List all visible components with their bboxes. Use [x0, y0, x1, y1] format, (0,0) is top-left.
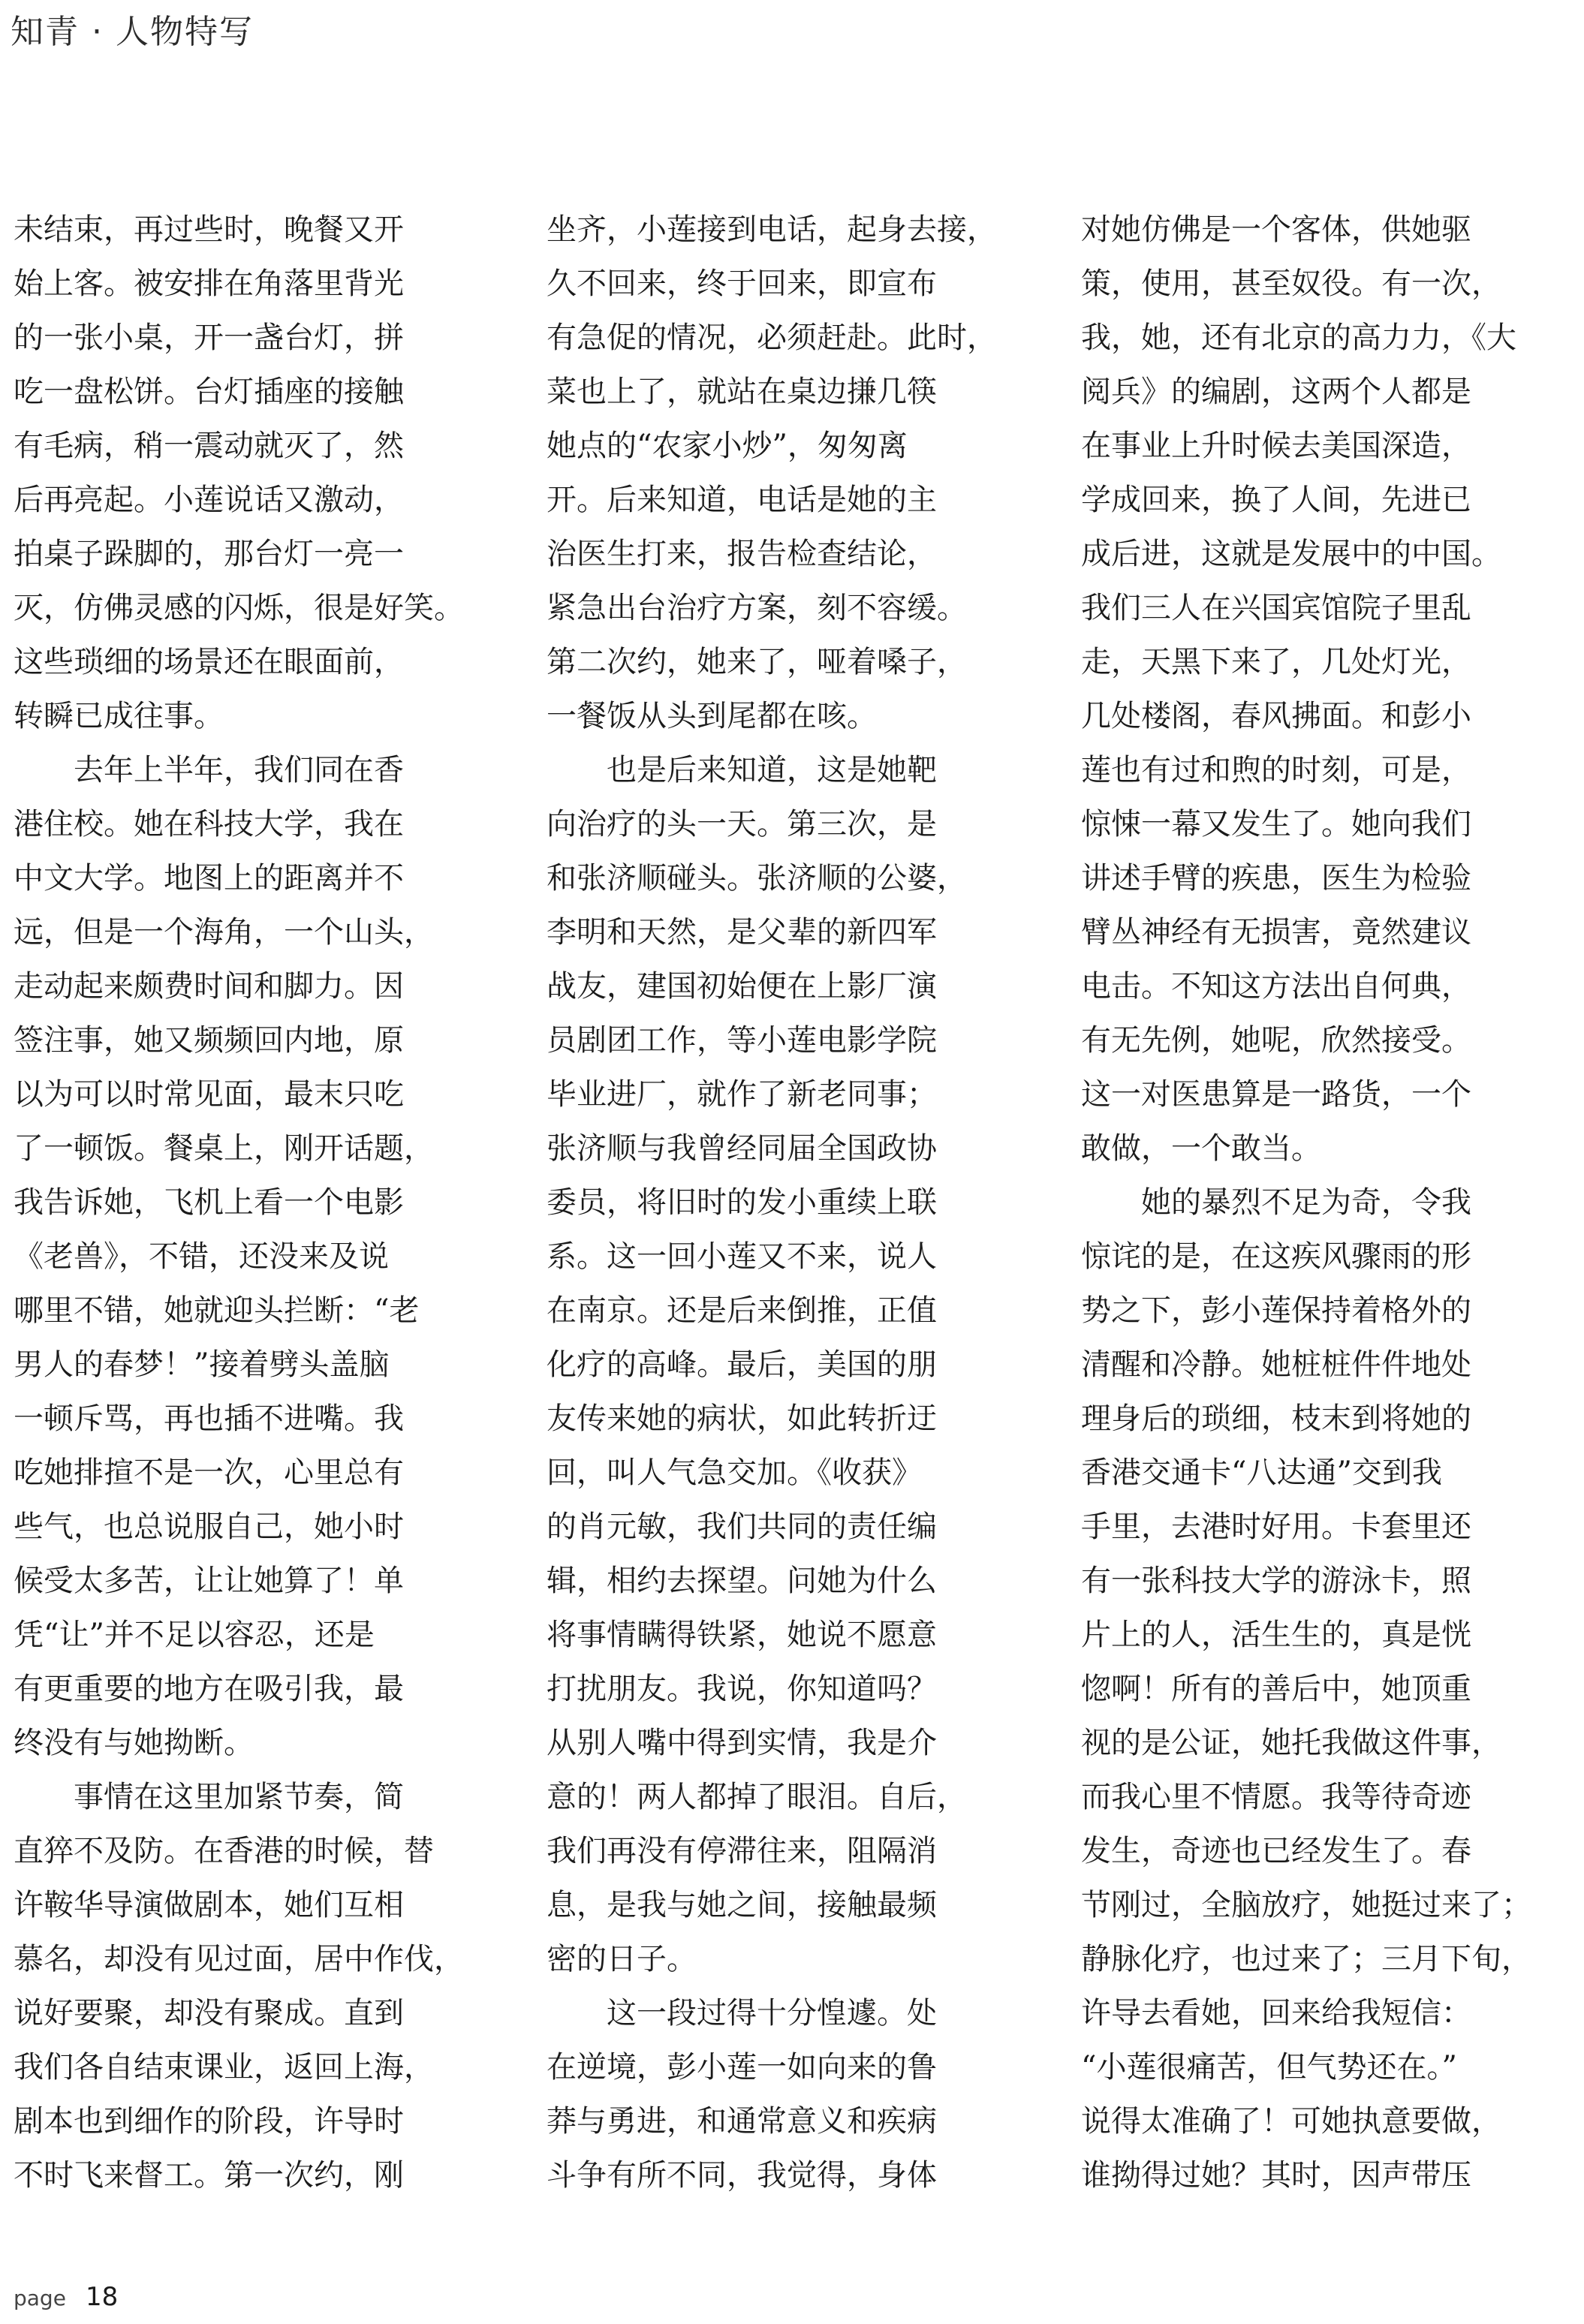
- text-line: 发生，奇迹也已经发生了。春: [1081, 1834, 1471, 1868]
- text-line: 也是后来知道，这是她靶: [547, 753, 937, 787]
- text-line: “小莲很痛苦，但气势还在。”: [1081, 2050, 1457, 2085]
- text-line: 有无先例，她呢，欣然接受。: [1081, 1023, 1471, 1058]
- text-line: 事情在这里加紧节奏，简: [14, 1780, 404, 1814]
- text-line: 说好要聚，却没有聚成。直到: [14, 1996, 404, 2030]
- text-line: 斗争有所不同，我觉得，身体: [547, 2158, 937, 2193]
- text-line: 了一顿饭。餐桌上，刚开话题，: [14, 1131, 434, 1166]
- text-line: 有毛病，稍一震动就灭了，然: [14, 429, 404, 463]
- text-line: 在逆境，彭小莲一如向来的鲁: [547, 2050, 937, 2085]
- text-line: 不时飞来督工。第一次约，刚: [14, 2158, 404, 2193]
- text-line: 这些琐细的场景还在眼面前，: [14, 645, 404, 679]
- text-line: 委员，将旧时的发小重续上联: [547, 1185, 937, 1220]
- text-line: 一餐饭从头到尾都在咳。: [547, 699, 877, 733]
- text-line: 终没有与她拗断。: [14, 1726, 254, 1760]
- text-line: 臂丛神经有无损害，竟然建议: [1081, 915, 1471, 950]
- text-line: 未结束，再过些时，晚餐又开: [14, 212, 404, 247]
- text-line: 她的暴烈不足为奇，令我: [1081, 1185, 1471, 1220]
- text-line: 吃她排揎不是一次，心里总有: [14, 1456, 404, 1490]
- text-line: 一顿斥骂，再也插不进嘴。我: [14, 1401, 404, 1436]
- text-line: 我告诉她，飞机上看一个电影: [14, 1185, 404, 1220]
- text-line: 静脉化疗，也过来了；三月下旬，: [1081, 1942, 1531, 1976]
- text-line: 而我心里不情愿。我等待奇迹: [1081, 1780, 1471, 1814]
- text-column-1: [14, 203, 500, 2202]
- text-line: 有一张科技大学的游泳卡，照: [1081, 1564, 1471, 1598]
- text-line: 哪里不错，她就迎头拦断：“老: [14, 1293, 420, 1328]
- text-line: 第二次约，她来了，哑着嗓子，: [547, 645, 967, 679]
- text-line: 菜也上了，就站在桌边搛几筷: [547, 375, 937, 409]
- text-line: 回，叫人气急交加。《收获》: [547, 1456, 922, 1490]
- page-number: 18: [85, 2282, 119, 2312]
- text-line: 将事情瞒得铁紧，她说不愿意: [547, 1618, 937, 1652]
- text-line: 惊诧的是，在这疾风骤雨的形: [1081, 1239, 1471, 1274]
- text-line: 有急促的情况，必须赶赴。此时，: [547, 321, 997, 355]
- text-line: 理身后的琐细，枝末到将她的: [1081, 1401, 1471, 1436]
- text-line: 员剧团工作，等小莲电影学院: [547, 1023, 937, 1058]
- text-line: 战友，建国初始便在上影厂演: [547, 969, 937, 1004]
- text-line: 惊悚一幕又发生了。她向我们: [1081, 807, 1471, 841]
- text-line: 惚啊！所有的善后中，她顶重: [1081, 1672, 1471, 1706]
- text-line: 些气，也总说服自己，她小时: [14, 1510, 404, 1544]
- text-line: 谁拗得过她？其时，因声带压: [1081, 2158, 1471, 2193]
- text-line: 这一段过得十分惶遽。处: [547, 1996, 937, 2030]
- text-line: 开。后来知道，电话是她的主: [547, 483, 937, 517]
- text-line: 系。这一回小莲又不来，说人: [547, 1239, 937, 1274]
- text-line: 友传来她的病状，如此转折迂: [547, 1401, 937, 1436]
- text-line: 港住校。她在科技大学，我在: [14, 807, 404, 841]
- text-line: 对她仿佛是一个客体，供她驱: [1081, 212, 1471, 247]
- text-line: 直猝不及防。在香港的时候，替: [14, 1834, 434, 1868]
- text-line: 向治疗的头一天。第三次，是: [547, 807, 937, 841]
- text-line: 许鞍华导演做剧本，她们互相: [14, 1888, 404, 1922]
- text-line: 辑，相约去探望。问她为什么: [547, 1564, 937, 1598]
- text-line: 莲也有过和煦的时刻，可是，: [1081, 753, 1471, 787]
- text-line: 化疗的高峰。最后，美国的朋: [547, 1347, 937, 1382]
- text-line: 视的是公证，她托我做这件事，: [1081, 1726, 1501, 1760]
- text-line: 成后进，这就是发展中的中国。: [1081, 537, 1501, 571]
- text-line: 学成回来，换了人间，先进已: [1081, 483, 1471, 517]
- text-line: 许导去看她，回来给我短信：: [1081, 1996, 1471, 2030]
- text-line: 的一张小桌，开一盏台灯，拼: [14, 321, 404, 355]
- text-line: 去年上半年，我们同在香: [14, 753, 404, 787]
- section-header: 知青 · 人物特写: [11, 13, 254, 51]
- text-line: 走，天黑下来了，几处灯光，: [1081, 645, 1471, 679]
- text-line: 慕名，却没有见过面，居中作伐，: [14, 1942, 464, 1976]
- text-line: 远，但是一个海角，一个山头，: [14, 915, 434, 950]
- text-line: 息，是我与她之间，接触最频: [547, 1888, 937, 1922]
- text-line: 几处楼阁，春风拂面。和彭小: [1081, 699, 1471, 733]
- text-column-3: [1081, 203, 1567, 2202]
- text-line: 我们各自结束课业，返回上海，: [14, 2050, 434, 2085]
- text-line: 的肖元敏，我们共同的责任编: [547, 1510, 937, 1544]
- text-line: 走动起来颇费时间和脚力。因: [14, 969, 404, 1004]
- text-line: 紧急出台治疗方案，刻不容缓。: [547, 591, 967, 625]
- text-line: 清醒和冷静。她桩桩件件地处: [1081, 1347, 1471, 1382]
- text-line: 打扰朋友。我说，你知道吗？: [547, 1672, 937, 1706]
- text-line: 治医生打来，报告检查结论，: [547, 537, 937, 571]
- text-line: 敢做，一个敢当。: [1081, 1131, 1321, 1166]
- text-line: 香港交通卡“八达通”交到我: [1081, 1456, 1442, 1490]
- page-label: page: [14, 2286, 66, 2310]
- text-line: 我，她，还有北京的高力力，《大: [1081, 321, 1516, 355]
- text-line: 李明和天然，是父辈的新四军: [547, 915, 937, 950]
- text-line: 说得太准确了！可她执意要做，: [1081, 2104, 1501, 2139]
- text-line: 始上客。被安排在角落里背光: [14, 266, 404, 301]
- text-line: 剧本也到细作的阶段，许导时: [14, 2104, 404, 2139]
- text-line: 毕业进厂，就作了新老同事；: [547, 1077, 937, 1112]
- text-line: 有更重要的地方在吸引我，最: [14, 1672, 404, 1706]
- text-line: 我们再没有停滞往来，阻隔消: [547, 1834, 937, 1868]
- text-line: 莽与勇进，和通常意义和疾病: [547, 2104, 937, 2139]
- text-line: 凭“让”并不足以容忍，还是: [14, 1618, 375, 1652]
- text-line: 策，使用，甚至奴役。有一次，: [1081, 266, 1501, 301]
- text-line: 电击。不知这方法出自何典，: [1081, 969, 1471, 1004]
- text-line: 从别人嘴中得到实情，我是介: [547, 1726, 937, 1760]
- text-line: 后再亮起。小莲说话又激动，: [14, 483, 404, 517]
- text-line: 《老兽》，不错，还没来及说: [14, 1239, 389, 1274]
- page-footer: [14, 2282, 118, 2312]
- text-line: 密的日子。: [547, 1942, 697, 1976]
- text-line: 在南京。还是后来倒推，正值: [547, 1293, 937, 1328]
- text-line: 讲述手臂的疾患，医生为检验: [1081, 861, 1471, 896]
- text-line: 意的！两人都掉了眼泪。自后，: [547, 1780, 967, 1814]
- text-line: 阅兵》的编剧，这两个人都是: [1081, 375, 1471, 409]
- text-line: 势之下，彭小莲保持着格外的: [1081, 1293, 1471, 1328]
- text-line: 我们三人在兴国宾馆院子里乱: [1081, 591, 1471, 625]
- text-line: 张济顺与我曾经同届全国政协: [547, 1131, 937, 1166]
- text-line: 灭，仿佛灵感的闪烁，很是好笑。: [14, 591, 464, 625]
- text-line: 坐齐，小莲接到电话，起身去接，: [547, 212, 997, 247]
- text-line: 以为可以时常见面，最末只吃: [14, 1077, 404, 1112]
- text-line: 转瞬已成往事。: [14, 699, 224, 733]
- text-line: 签注事，她又频频回内地，原: [14, 1023, 404, 1058]
- text-line: 男人的春梦！”接着劈头盖脑: [14, 1347, 390, 1382]
- text-line: 候受太多苦，让让她算了！单: [14, 1564, 404, 1598]
- text-line: 在事业上升时候去美国深造，: [1081, 429, 1471, 463]
- text-line: 久不回来，终于回来，即宣布: [547, 266, 937, 301]
- text-line: 片上的人，活生生的，真是恍: [1081, 1618, 1471, 1652]
- text-line: 中文大学。地图上的距离并不: [14, 861, 404, 896]
- text-line: 她点的“农家小炒”，匆匆离: [547, 429, 908, 463]
- text-line: 节刚过，全脑放疗，她挺过来了；: [1081, 1888, 1531, 1922]
- text-line: 拍桌子跺脚的，那台灯一亮一: [14, 537, 404, 571]
- text-column-2: [547, 203, 1033, 2202]
- text-line: 和张济顺碰头。张济顺的公婆，: [547, 861, 967, 896]
- text-line: 手里，去港时好用。卡套里还: [1081, 1510, 1471, 1544]
- text-line: 吃一盘松饼。台灯插座的接触: [14, 375, 404, 409]
- text-line: 这一对医患算是一路货，一个: [1081, 1077, 1471, 1112]
